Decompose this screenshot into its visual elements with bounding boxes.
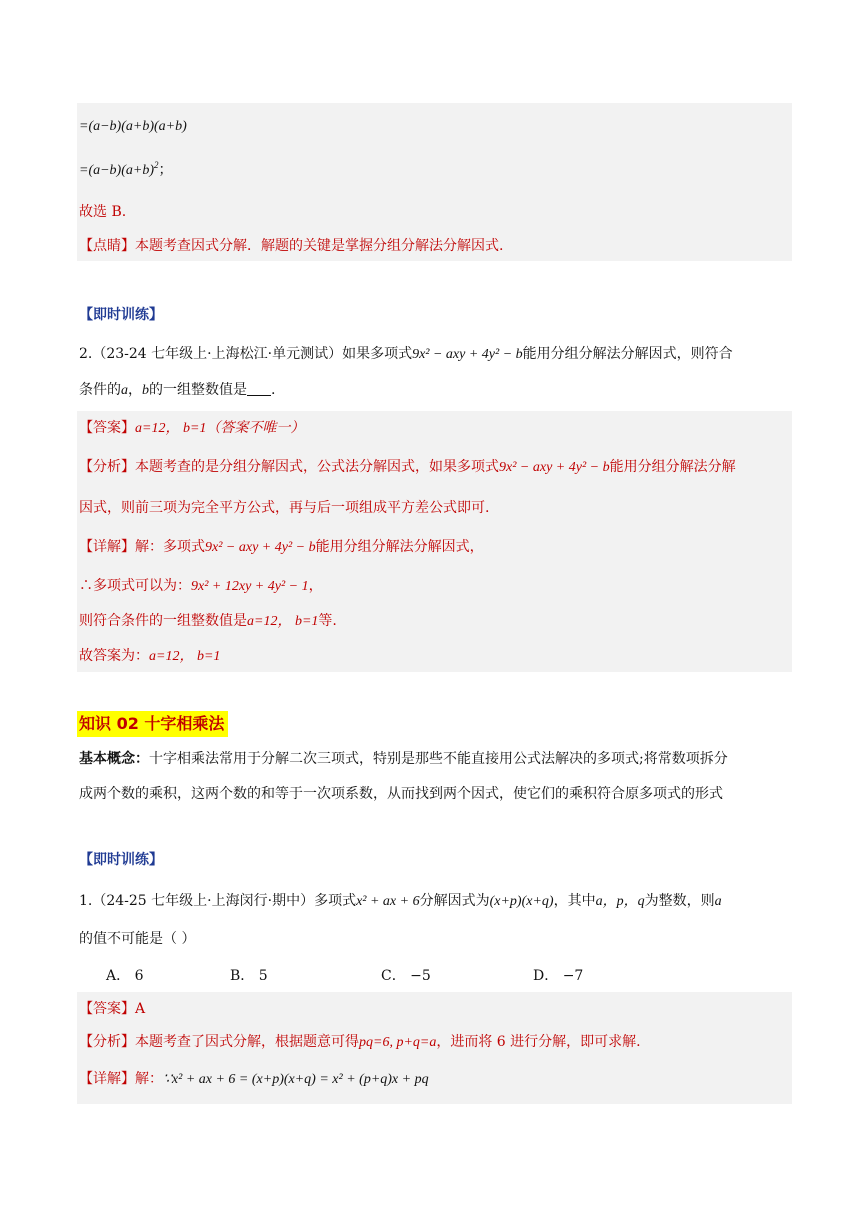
section-heading: 知识 02 十字相乘法 [77, 711, 228, 737]
option-d: D． −7 [533, 968, 584, 984]
solution-step-1: =(a−b)(a+b)(a+b) [79, 119, 187, 134]
question-2-line-1: 2.（23-24 七年级上·上海松江·单元测试）如果多项式9x² − axy + 4y² − b能用分组分解法分解因式，则符合 [79, 346, 733, 362]
solution-comment: 【点睛】本题考查因式分解．解题的关键是掌握分组分解法分解因式. [79, 238, 504, 254]
analysis-line-1: 【分析】本题考查的是分组分解因式，公式法分解因式，如果多项式9x² − axy + 4y² − b能用分组分解法分解 [79, 459, 736, 475]
answer-line: 【答案】a=12， b=1（答案不唯一） [79, 420, 305, 436]
solution-step-2: $=(a-b)(a+b)^2$； [79, 160, 173, 178]
concept-line-1: 基本概念：十字相乘法常用于分解二次三项式，特别是那些不能直接用公式法解决的多项式;将常数项拆分 [79, 751, 728, 767]
answer-blank [247, 381, 271, 396]
analysis-line-3: 【分析】本题考查了因式分解，根据题意可得pq=6, p+q=a，进而将 6 进行分解，即可求解. [79, 1034, 641, 1050]
question-1-line-2: 的值不可能是（ ） [79, 931, 196, 947]
analysis-line-2: 因式，则前三项为完全平方公式，再与后一项组成平方差公式即可. [79, 500, 490, 516]
question-2-line-2: 条件的a，b的一组整数值是 . [79, 382, 276, 398]
concept-line-2: 成两个数的乘积，这两个数的和等于一次项系数，从而找到两个因式，使它们的乘积符合原多项式的形式 [79, 786, 723, 802]
solution-choice: 故选 B. [79, 204, 127, 220]
detail-line-2: ∴多项式可以为：9x² + 12xy + 4y² − 1， [79, 578, 323, 594]
detail-line-3: 则符合条件的一组整数值是a=12， b=1等. [79, 613, 337, 629]
detail-line-4: 故答案为：a=12， b=1 [79, 648, 221, 664]
detail-line-5: 【详解】解：∵x² + ax + 6 = (x+p)(x+q) = x² + (p+q)x + pq [79, 1071, 429, 1087]
question-1-line-1: 1.（24-25 七年级上·上海闵行·期中）多项式x² + ax + 6分解因式为(x+p)(x+q)，其中a，p，q为整数，则a [79, 893, 722, 909]
option-a: A． 6 [106, 968, 144, 984]
option-b: B． 5 [230, 968, 268, 984]
training-title-1: 【即时训练】 [79, 307, 163, 323]
option-c: C． −5 [381, 968, 431, 984]
answer-line-2: 【答案】A [79, 1001, 146, 1017]
detail-line-1: 【详解】解：多项式9x² − axy + 4y² − b能用分组分解法分解因式， [79, 539, 484, 555]
training-title-2: 【即时训练】 [79, 852, 163, 868]
